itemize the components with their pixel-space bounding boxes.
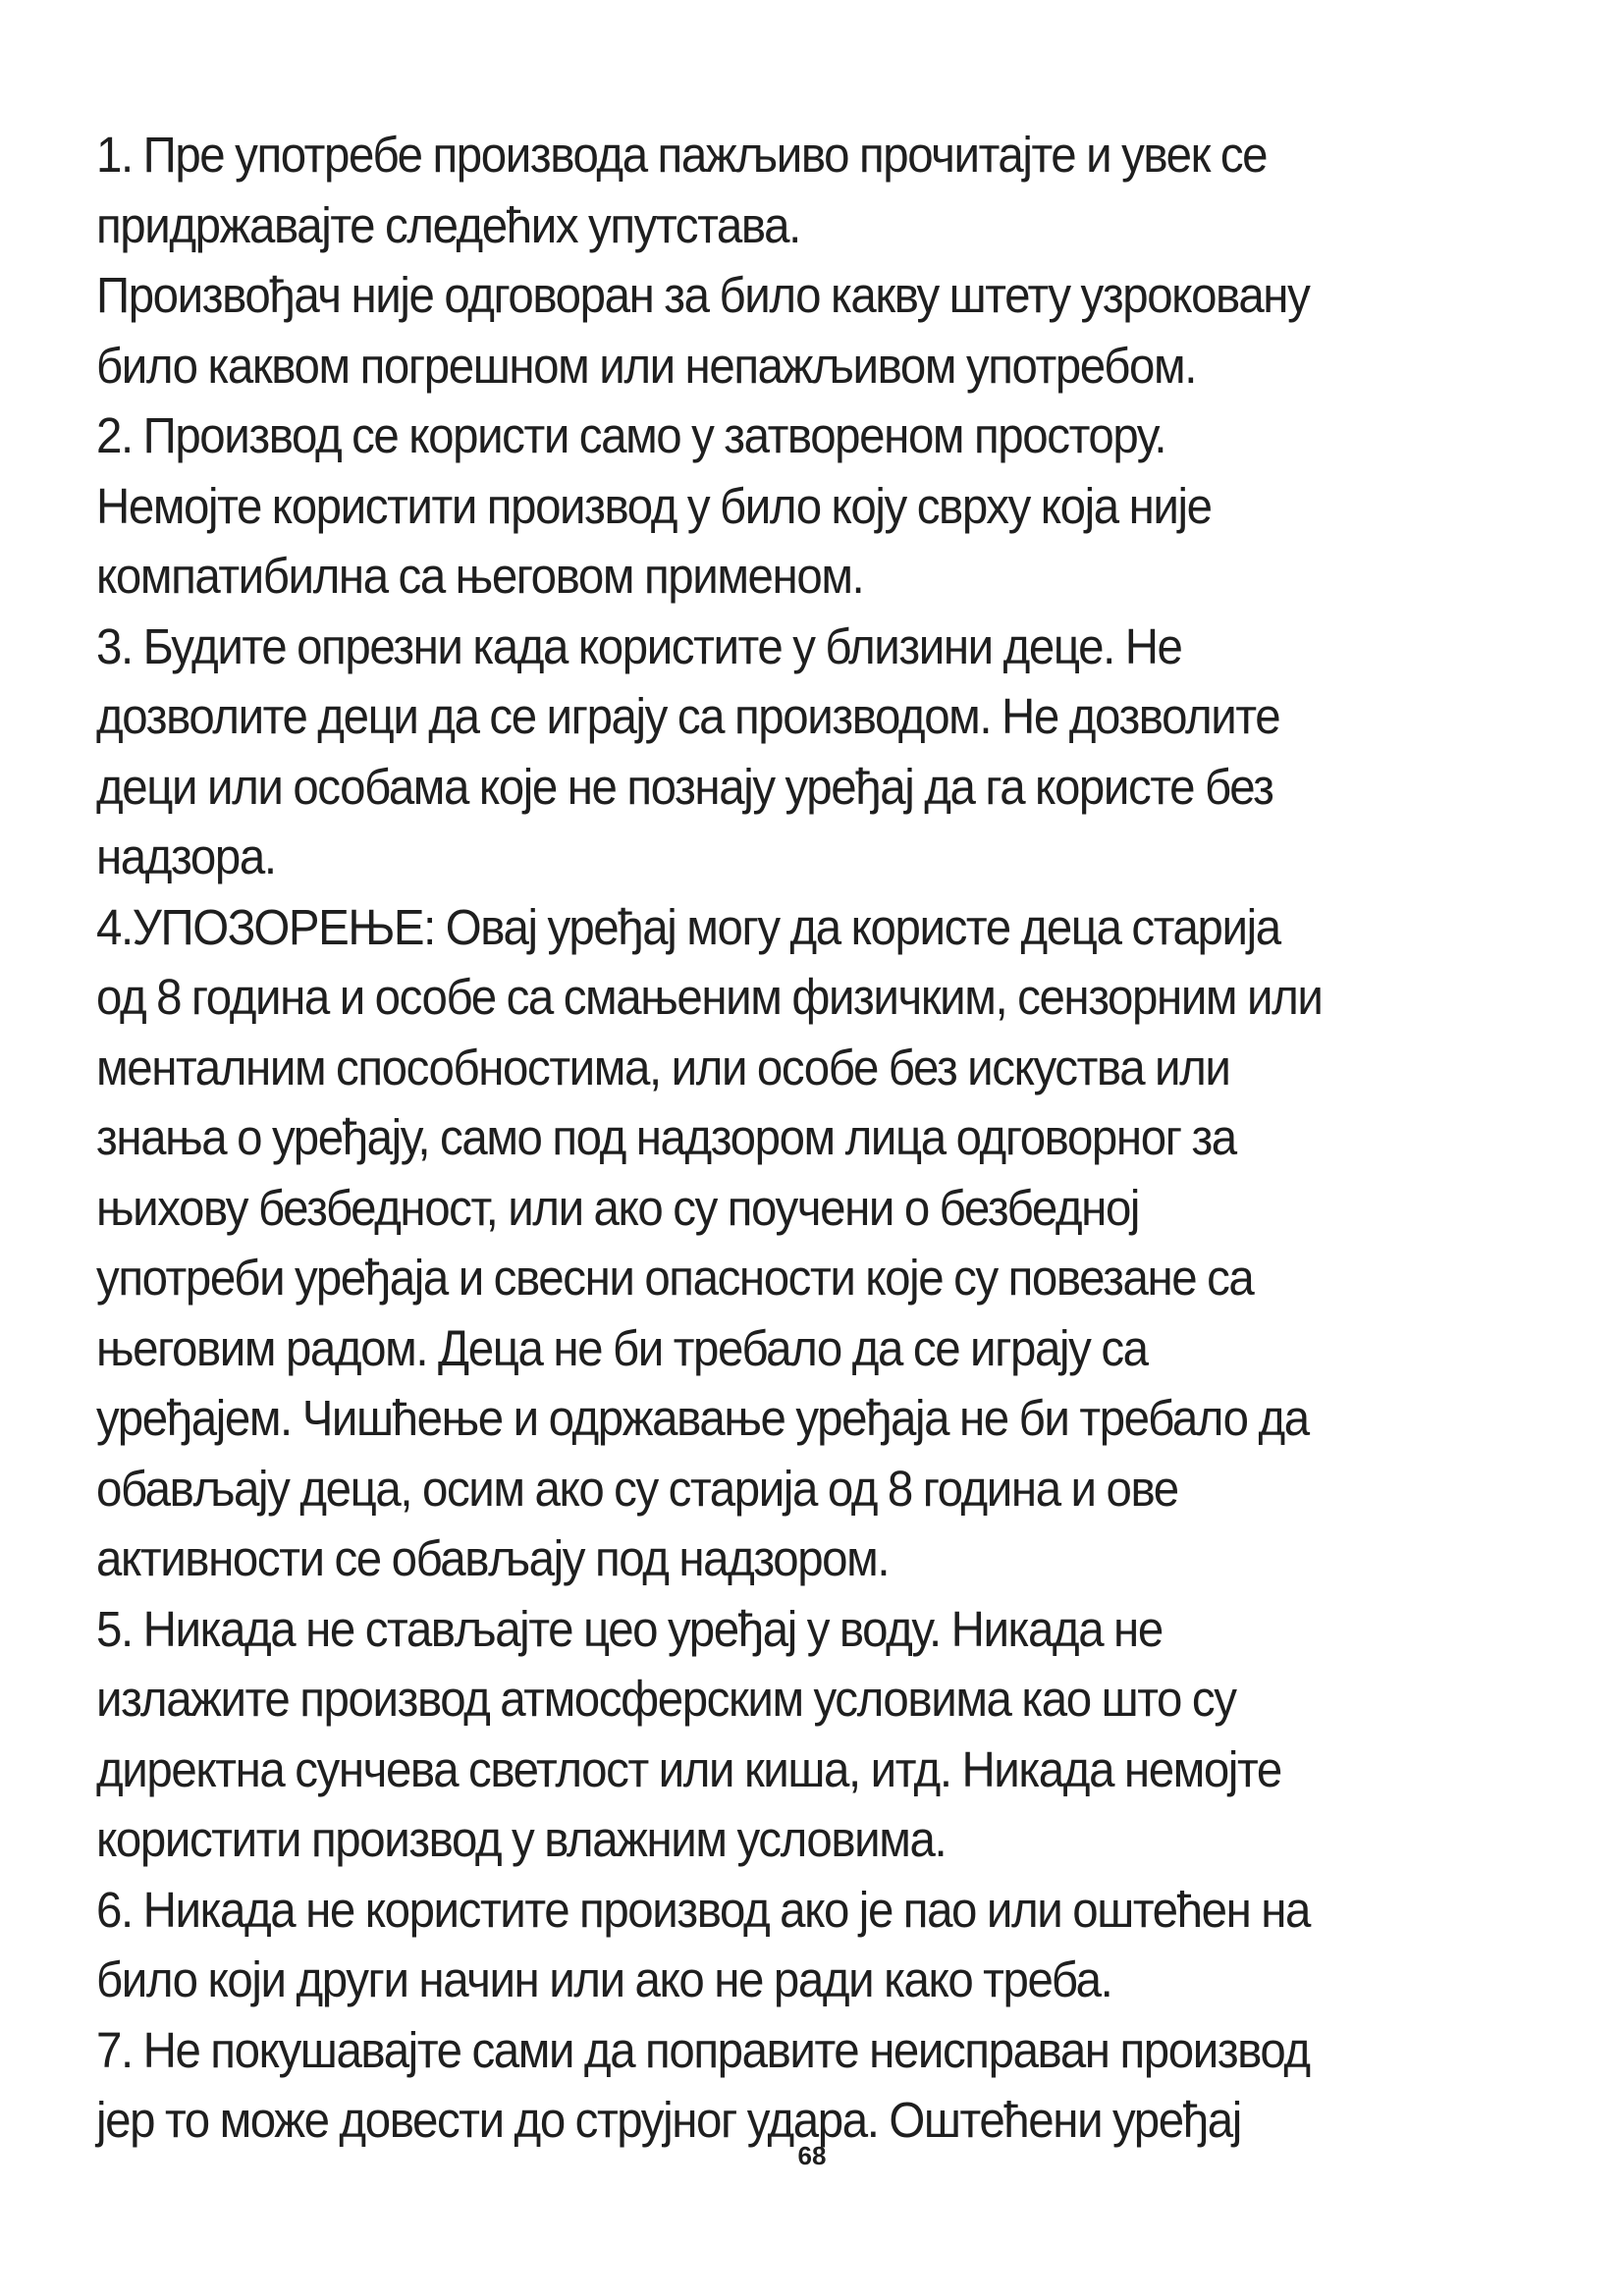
instructions-text bbox=[96, 120, 1466, 2156]
text-line: Немојте користити производ у било коју сврху која није bbox=[96, 477, 1212, 534]
text-line: било каквом погрешном или непажљивом употребом. bbox=[96, 337, 1197, 394]
text-line: њихову безбедност, или ако су поучени о безбедној bbox=[96, 1179, 1140, 1236]
text-line: 7. Не покушавајте сами да поправите неисправан производ bbox=[96, 2021, 1310, 2078]
text-line: деци или особама које не познају уређај да га користе без bbox=[96, 758, 1273, 815]
text-line: компатибилна са његовом применом. bbox=[96, 548, 864, 604]
page-number: 68 bbox=[797, 2141, 827, 2170]
text-line: надзора. bbox=[96, 828, 276, 884]
text-line: употреби уређаја и свесни опасности које су повезане са bbox=[96, 1250, 1254, 1306]
text-line: његовим радом. Деца не би требало да се играју са bbox=[96, 1319, 1148, 1376]
text-line: активности се обављају под надзором. bbox=[96, 1530, 890, 1586]
text-line: знања о уређају, само под надзором лица одговорног за bbox=[96, 1109, 1236, 1165]
text-line: 3. Будите опрезни када користите у близини деце. Не bbox=[96, 617, 1182, 674]
text-line: јер то може довести до струјног удара. Оштећени уређај bbox=[96, 2092, 1241, 2148]
text-line: било који други начин или ако не ради како треба. bbox=[96, 1951, 1112, 2007]
text-line: од 8 година и особе са смањеним физичким, сензорним или bbox=[96, 969, 1323, 1025]
text-line: користити производ у влажним условима. bbox=[96, 1811, 947, 1867]
text-line: обављају деца, осим ако су старија од 8 година и ове bbox=[96, 1460, 1178, 1517]
text-line: 5. Никада не стављајте цео уређај у воду. Никада не bbox=[96, 1600, 1163, 1657]
text-line: Произвођач није одговоран за било какву штету узроковану bbox=[96, 267, 1310, 323]
text-line: менталним способностима, или особе без искуства или bbox=[96, 1039, 1230, 1095]
text-line: 2. Производ се користи само у затвореном простору. bbox=[96, 407, 1166, 463]
text-line: дозволите деци да се играју са производом. Не дозволите bbox=[96, 688, 1280, 744]
text-line: уређајем. Чишћење и одржавање уређаја не би требало да bbox=[96, 1390, 1309, 1446]
text-line: директна сунчева светлост или киша, итд. Никада немојте bbox=[96, 1740, 1281, 1797]
text-line: излажите производ атмосферским условима као што су bbox=[96, 1671, 1236, 1727]
text-line: 4.УПОЗОРЕЊЕ: Овај уређај могу да користе деца старија bbox=[96, 898, 1280, 955]
text-line: 1. Пре употребе производа пажљиво прочитајте и увек се bbox=[96, 127, 1268, 183]
text-line: придржавајте следећих упутстава. bbox=[96, 196, 800, 253]
text-line: 6. Никада не користите производ ако је пао или оштећен на bbox=[96, 1881, 1311, 1938]
